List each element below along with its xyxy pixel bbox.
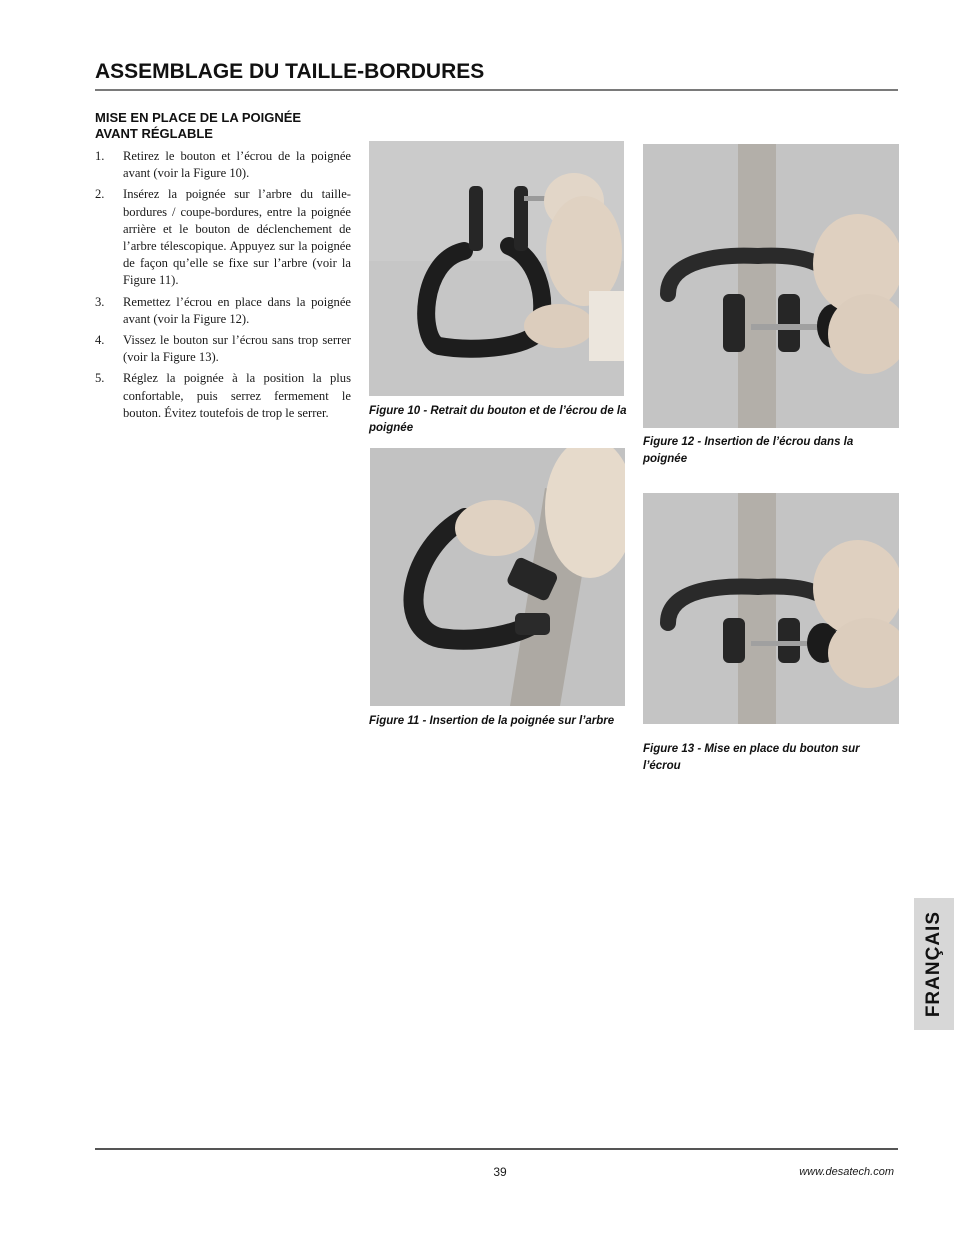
language-tab bbox=[914, 898, 954, 1030]
title-rule bbox=[95, 89, 898, 91]
instruction-steps bbox=[95, 148, 351, 426]
figure-12-photo bbox=[643, 144, 899, 428]
footer-rule bbox=[95, 1148, 898, 1150]
handle-photo-illustration bbox=[369, 141, 624, 396]
section-heading-line1: MISE EN PLACE DE LA POIGNÉE bbox=[95, 110, 302, 125]
figure-13-caption: Figure 13 - Mise en place du bouton sur l’écrou bbox=[643, 743, 860, 772]
step-text: Remettez l’écrou en place dans la poignée avant (voir la Figure 12). bbox=[123, 294, 351, 326]
step-number: 4. bbox=[95, 333, 105, 348]
footer-url: www.desatech.com bbox=[799, 1166, 894, 1178]
step-text: Vissez le bouton sur l’écrou sans trop serrer (voir la Figure 13). bbox=[123, 333, 351, 365]
step-number: 5. bbox=[95, 371, 105, 386]
handle-on-shaft-illustration bbox=[370, 448, 625, 706]
step-text: Insérez la poignée sur l’arbre du taille-bordures / coupe-bordures, entre la poignée arrière et le bouton de déclenchement de l’arbre télescopique. Appuyez sur la poignée de façon qu’elle se fixe sur l’arbre (voir la Figure 11). bbox=[123, 187, 351, 288]
step-4 bbox=[95, 332, 351, 366]
nut-insertion-illustration bbox=[643, 144, 899, 428]
section-heading bbox=[95, 110, 355, 142]
step-number: 1. bbox=[95, 149, 105, 163]
page-title: ASSEMBLAGE DU TAILLE-BORDURES bbox=[95, 60, 485, 83]
step-3 bbox=[95, 294, 351, 328]
page-number: 39 bbox=[493, 1165, 507, 1179]
knob-placement-illustration bbox=[643, 493, 899, 724]
figure-11-photo bbox=[370, 448, 625, 706]
figure-10-caption: Figure 10 - Retrait du bouton et de l’écrou de la poignée bbox=[369, 405, 627, 434]
step-2 bbox=[95, 186, 351, 289]
section-heading-line2: AVANT RÉGLABLE bbox=[95, 126, 213, 141]
figure-13-photo bbox=[643, 493, 899, 724]
language-tab-label: FRANÇAIS bbox=[923, 910, 944, 1018]
figure-10-photo bbox=[369, 141, 624, 396]
step-1 bbox=[95, 148, 351, 182]
step-text: Retirez le bouton et l’écrou de la poignée avant (voir la Figure 10). bbox=[123, 149, 351, 181]
step-text: Réglez la poignée à la position la plus confortable, puis serrez fermement le bouton. Évitez toutefois de trop le serrer. bbox=[123, 371, 351, 420]
figure-11-caption: Figure 11 - Insertion de la poignée sur l’arbre bbox=[369, 715, 615, 727]
figure-12-caption: Figure 12 - Insertion de l’écrou dans la poignée bbox=[643, 436, 854, 465]
step-number: 3. bbox=[95, 294, 105, 309]
step-5 bbox=[95, 370, 351, 422]
step-number: 2. bbox=[95, 187, 105, 202]
